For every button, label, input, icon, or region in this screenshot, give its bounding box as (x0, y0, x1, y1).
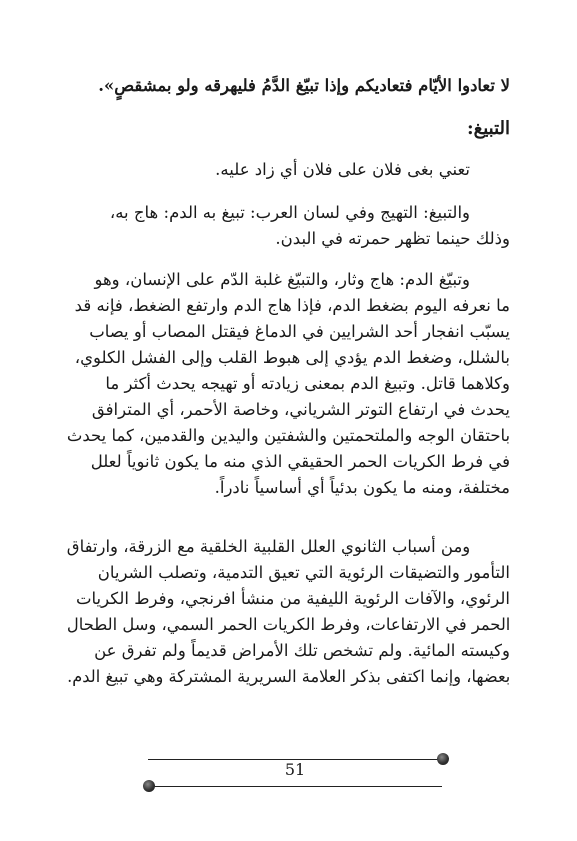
paragraph-3-line-5: وكلاهما قاتل. وتبيغ الدم بمعنى زيادته أو تهيجه يحدث أكثر ما (105, 374, 510, 393)
paragraph-3-line-2: ما نعرفه اليوم بضغط الدم، فإذا هاج الدم وارتفع الضغط، فإنه قد (74, 296, 510, 315)
paragraph-3-line-8: في فرط الكريات الحمر الحقيقي الذي منه ما يكون ثانوياً لعلل (90, 452, 510, 471)
section-heading: التبيغ: (466, 118, 510, 139)
hadith-closing-line: لا تعادوا الأيّام فتعاديكم وإذا تبيّغ الدَّمُ فليهرقه ولو بمشقصٍ». (98, 76, 510, 95)
paragraph-4-line-4: الحمر في الارتفاعات، وفرط الكريات الحمر السمي، وسل الطحال (66, 615, 510, 634)
paragraph-1-line-1: تعني بغى فلان على فلان أي زاد عليه. (215, 160, 470, 179)
paragraph-4-line-1: ومن أسباب الثانوي العلل القلبية الخلقية مع الزرقة، وارتفاق (66, 537, 470, 556)
paragraph-3-line-1: وتبيّغ الدم: هاج وثار، والتبيّغ غلبة الدّم على الإنسان، وهو (94, 270, 470, 289)
paragraph-3-line-4: بالشلل، وضغط الدم يؤدي إلى هبوط القلب وإلى الفشل الكلوي، (74, 348, 510, 367)
page-number: 51 (284, 760, 306, 779)
paragraph-3-line-9: مختلفة، ومنه ما يكون بدئياً أي أساسياً نادراً. (214, 478, 510, 497)
footer-rule-bottom (148, 786, 442, 787)
ornament-dot-right (437, 753, 449, 765)
paragraph-3-line-6: يحدث في ارتفاع التوتر الشرياني، وخاصة الأحمر، أي المترافق (91, 400, 510, 419)
paragraph-2-line-1: والتبيغ: التهيج وفي لسان العرب: تبيغ به الدم: هاج به، (109, 203, 470, 222)
paragraph-4-line-6: بعضها، وإنما اكتفى بذكر العلامة السريرية المشتركة وهي تبيغ الدم. (66, 667, 510, 686)
paragraph-3-line-7: باحتقان الوجه والملتحمتين والشفتين واليدين والقدمين، كما يحدث (66, 426, 510, 445)
paragraph-2-line-2: وذلك حينما تظهر حمرته في البدن. (275, 229, 510, 248)
paragraph-4-line-3: الرئوي، والآفات الرئوية الليفية من منشأ افرنجي، وفرط الكريات (76, 589, 510, 608)
paragraph-4-line-2: التأمور والتضيقات الرئوية التي تعيق التدمية، وتصلب الشريان (97, 563, 510, 582)
paragraph-3-line-3: يسبّب انفجار أحد الشرايين في الدماغ فيقتل المصاب أو يصاب (89, 322, 510, 341)
paragraph-4-line-5: وكيسته المائية. ولم تشخص تلك الأمراض قديماً ولم تفرق عن (94, 641, 510, 660)
ornament-dot-left (143, 780, 155, 792)
